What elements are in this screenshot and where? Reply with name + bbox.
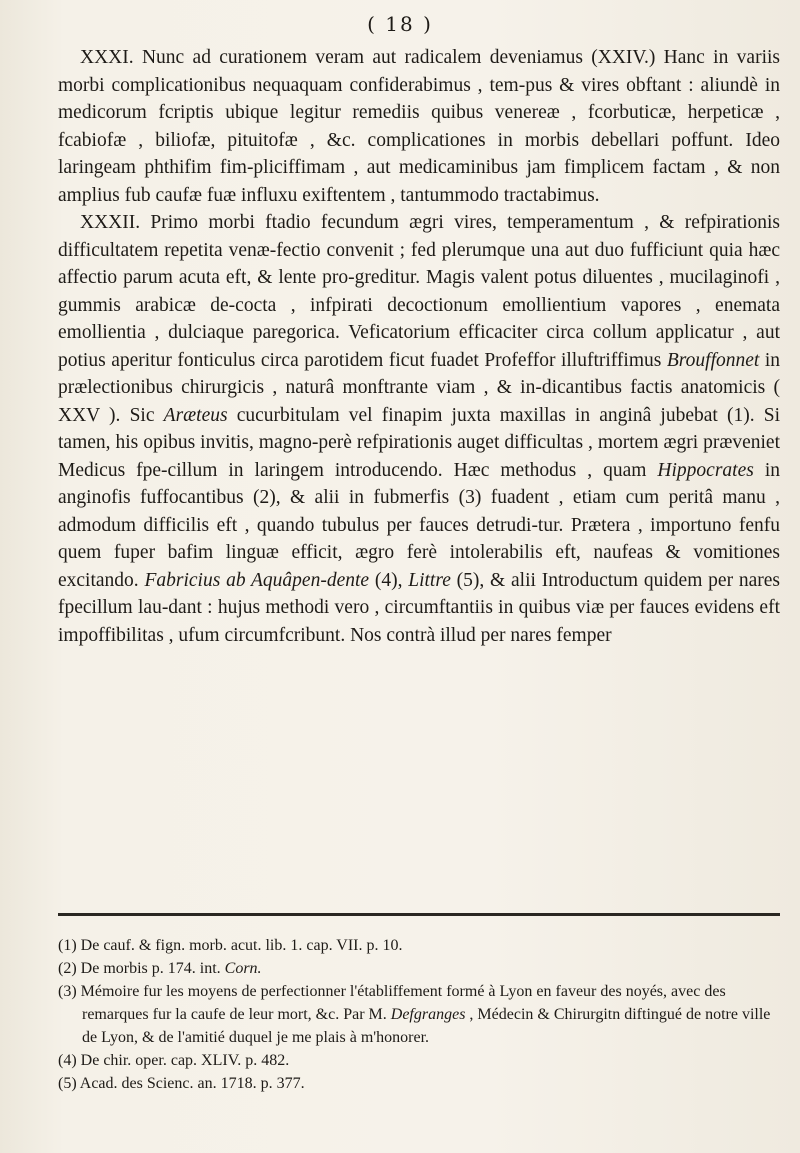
italic-name: Brouffonnet xyxy=(666,349,760,371)
footnote-5 xyxy=(58,1072,780,1095)
text-run: (1) De cauf. & fign. morb. acut. lib. 1. cap. VII. p. 10. xyxy=(58,937,403,954)
footnote-rule xyxy=(58,913,780,916)
italic-name: Fabricius ab Aquâpen-dente xyxy=(144,569,370,591)
footnote-4 xyxy=(58,1049,780,1072)
text-run: (5), & alii Introductum quidem per nares fpecillum lau-dant : hujus methodi vero , circumftantiis in quibus viæ per fauces evidens eft impoffibilitas , ufum circumfcribunt. Nos contrà illud per nares femper xyxy=(58,569,780,646)
footnote-1 xyxy=(58,934,780,957)
paragraph-xxxi xyxy=(58,44,780,209)
italic-name: Hippocrates xyxy=(657,459,754,481)
footnote-3 xyxy=(58,980,780,1049)
italic-name: Aræteus xyxy=(163,404,228,426)
text-run: in prælectionibus chirurgicis , naturâ monftrante viam , & in-dicantibus factis anatomicis ( XXV ). Sic xyxy=(58,349,781,426)
page-number: ( 18 ) xyxy=(367,12,433,36)
text-run: , Médecin & Chirurgitn diftingué de notre ville de Lyon, & de l'amitié duquel je me plais à m'honorer. xyxy=(82,1006,771,1046)
footnotes xyxy=(58,934,780,1095)
footnote-2 xyxy=(58,957,780,980)
text-run: in anginofis fuffocantibus (2), & alii in fubmerfis (3) fuadent , etiam cum peritâ manu , admodum difficilis eft , quando tubulus per fauces detrudi-tur. Prætera , importuno fenfu quem fuper bafim linguæ efficit, ægro ferè intolerabilis eft, naufeas & vomitiones excitando. xyxy=(58,459,780,591)
text-run: cucurbitulam vel finapim juxta maxillas in anginâ jubebat (1). Si tamen, his opibus invitis, magno-perè refpirationis auget difficultas , mortem ægri præveniet Medicus fpe-cillum in laringem introducendo. Hæc methodus , quam xyxy=(58,404,780,481)
text-run: (2) De morbis p. 174. int. xyxy=(58,960,225,977)
italic-name: Littre xyxy=(408,569,451,591)
text-run: XXXI. Nunc ad curationem veram aut radicalem deveniamus (XXIV.) Hanc in variis morbi complicationibus nequaquam confiderabimus , tem-pus & vires obftant : aliundè in medicorum fcriptis ubique legitur remediis quibus venereæ , fcorbuticæ, herpeticæ , fcabiofæ , biliofæ, pituitofæ , &c. complicationes in morbis debellari poffunt. Ideo laringeam phthifim fim-pliciffimam , aut medicaminibus jam fimplicem factam , & non amplius fub caufæ fuæ influxu exiftentem , tantummodo tractabimus. xyxy=(58,47,780,206)
italic-name: Corn. xyxy=(224,960,262,977)
main-text xyxy=(58,44,780,649)
paragraph-xxxii xyxy=(58,209,780,649)
italic-name: Defgranges xyxy=(390,1006,466,1023)
text-run: (5) Acad. des Scienc. an. 1718. p. 377. xyxy=(58,1075,305,1092)
text-run: (3) Mémoire fur les moyens de perfectionner l'établiffement formé à Lyon en faveur des noyés, avec des remarques fur la caufe de leur mort, &c. Par M. xyxy=(58,983,726,1023)
text-run: (4), xyxy=(369,569,409,591)
text-run: XXXII. Primo morbi ftadio fecundum ægri vires, temperamentum , & refpirationis difficultatem repetita venæ-fectio convenit ; fed plerumque una aut duo fufficiunt quia hæc affectio parum acuta eft, & lente pro-greditur. Magis valent potus diluentes , mucilaginofi , gummis arabicæ de-cocta , infpirati decoctionum emollientium vapores , enemata emollientia , dulciaque paregorica. Veficatorium efficaciter circa collum applicatur , aut potius aperitur fonticulus circa parotidem ficut fuadet Profeffor illuftriffimus xyxy=(58,212,780,371)
text-run: (4) De chir. oper. cap. XLIV. p. 482. xyxy=(58,1052,290,1069)
